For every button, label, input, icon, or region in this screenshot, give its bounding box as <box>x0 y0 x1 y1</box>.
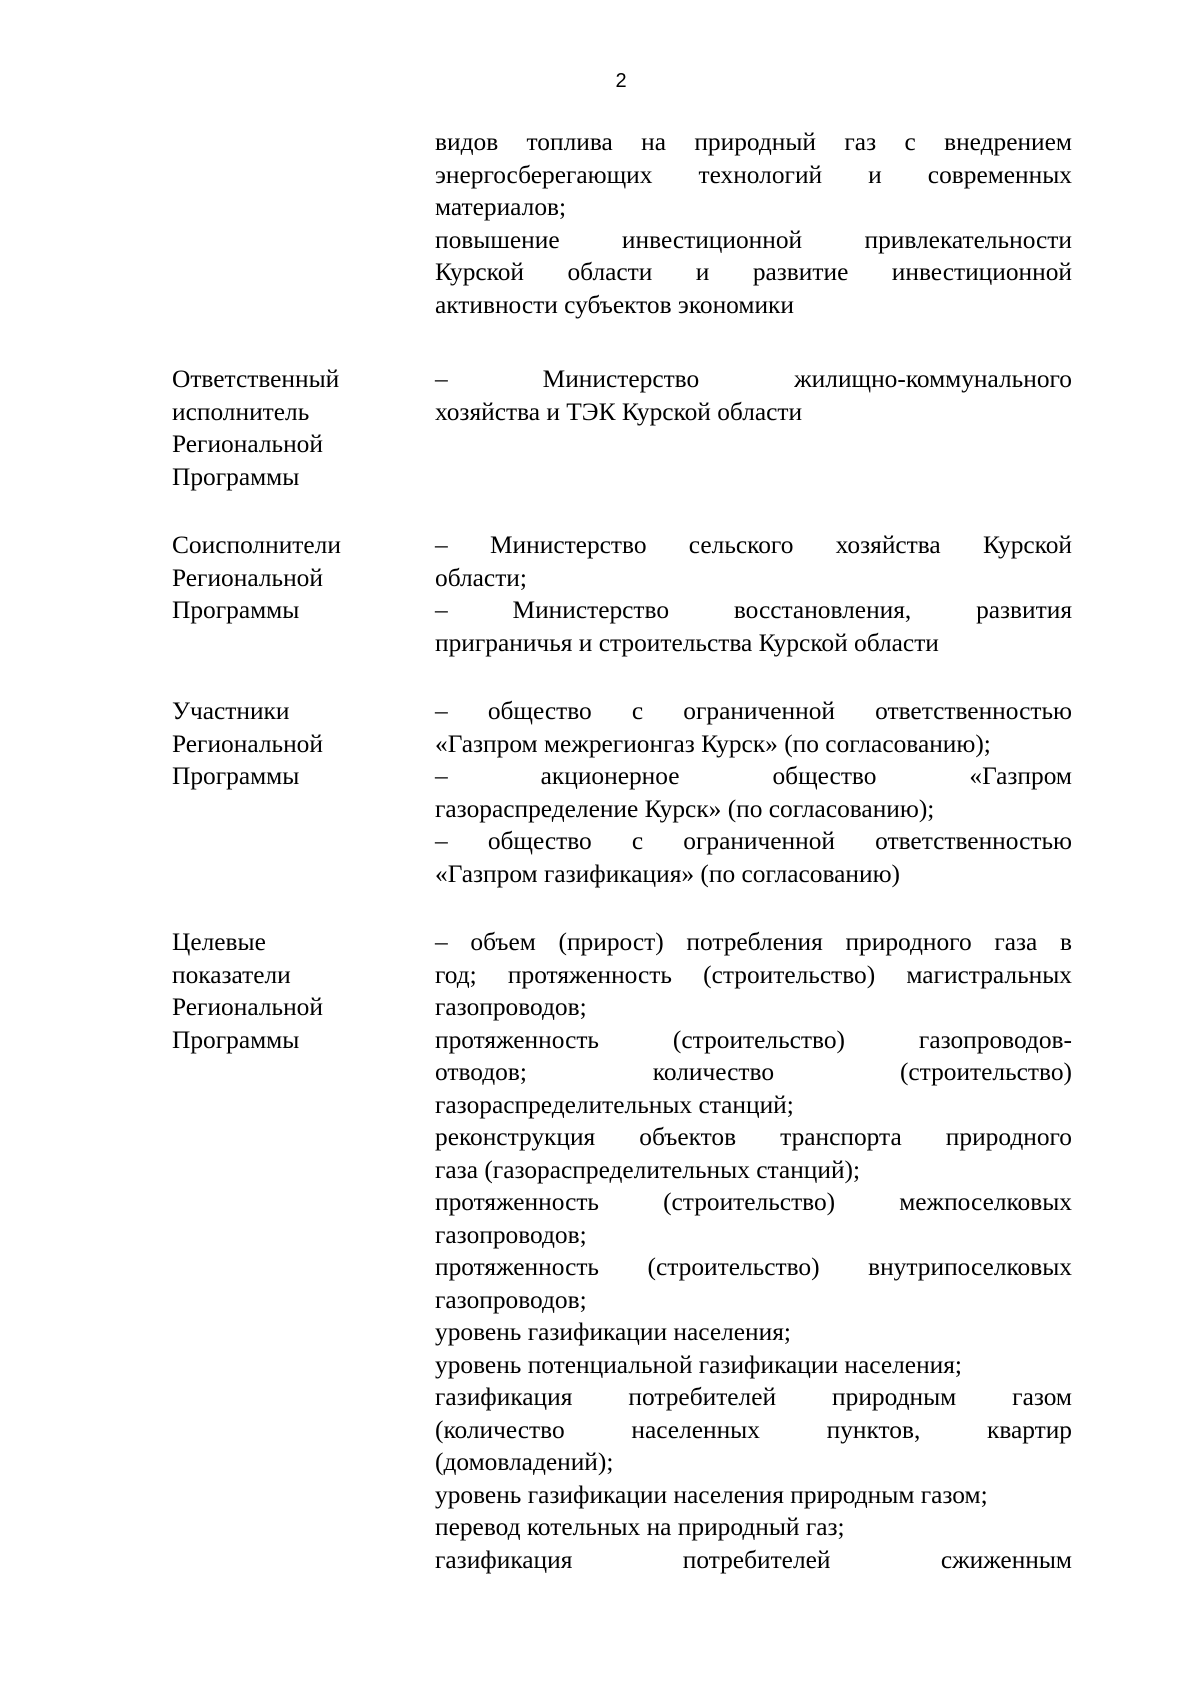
section-value <box>435 926 1072 1576</box>
text-line: (количество населенных пунктов, квартир <box>435 1415 1072 1444</box>
text-line: активности субъектов экономики <box>435 290 794 319</box>
text-line: материалов; <box>435 193 567 221</box>
label-line: Соисполнители <box>172 531 341 559</box>
text-line: перевод котельных на природный газ; <box>435 1513 845 1541</box>
label-line: Региональной <box>172 993 323 1021</box>
label-line: Региональной <box>172 430 323 458</box>
label-line: Участники <box>172 697 290 725</box>
text-line: газораспределительных станций; <box>435 1090 794 1119</box>
label-line: Программы <box>172 462 300 491</box>
text-line: газораспределение Курск» (по согласованию); <box>435 794 935 823</box>
text-line: протяженность (строительство) газопроводов- <box>435 1025 1072 1054</box>
text-line: хозяйства и ТЭК Курской области <box>435 397 803 426</box>
text-line: «Газпром газификация» (по согласованию) <box>435 859 901 888</box>
text-line: области; <box>435 563 527 592</box>
section-co-executors <box>172 529 1072 659</box>
section-value <box>435 363 1072 493</box>
section-participants <box>172 695 1072 890</box>
section-label <box>172 695 435 890</box>
text-line: протяженность (строительство) внутрипоселковых <box>435 1253 1072 1281</box>
text-line: год; протяженность (строительство) магистральных <box>435 960 1072 989</box>
text-line: протяженность (строительство) межпоселковых <box>435 1188 1072 1216</box>
section-label <box>172 363 435 493</box>
text-line: «Газпром межрегионгаз Курск» (по согласованию); <box>435 729 991 758</box>
text-line: уровень газификации населения природным газом; <box>435 1480 988 1509</box>
text-line: Курской области и развитие инвестиционной <box>435 258 1072 286</box>
section-label <box>172 926 435 1576</box>
label-line: Ответственный <box>172 365 340 393</box>
label-line: Программы <box>172 762 300 790</box>
text-line: видов топлива на природный газ с внедрением <box>435 128 1072 156</box>
text-line: газопроводов; <box>435 1285 587 1314</box>
text-line: отводов; количество (строительство) <box>435 1058 1072 1086</box>
text-line: энергосберегающих технологий и современных <box>435 160 1072 189</box>
text-line: – Министерство жилищно-коммунального <box>435 365 1072 393</box>
label-line: показатели <box>172 960 291 989</box>
section-responsible-executor <box>172 363 1072 493</box>
text-line: газопроводов; <box>435 993 587 1021</box>
section-target-indicators <box>172 926 1072 1576</box>
label-line: Региональной <box>172 729 323 758</box>
text-line: уровень газификации населения; <box>435 1318 791 1346</box>
label-line: Программы <box>172 1025 300 1054</box>
text-line: – Министерство сельского хозяйства Курской <box>435 531 1072 559</box>
text-line: приграничья и строительства Курской области <box>435 628 939 657</box>
label-line: Целевые <box>172 928 266 956</box>
label-line: исполнитель <box>172 397 310 426</box>
section-label <box>172 529 435 659</box>
text-line: реконструкция объектов транспорта природного <box>435 1123 1072 1151</box>
text-line: – общество с ограниченной ответственностью <box>435 697 1072 725</box>
text-line: газификация потребителей сжиженным <box>435 1545 1072 1574</box>
text-line: газификация потребителей природным газом <box>435 1383 1072 1411</box>
section-value <box>435 529 1072 659</box>
text-line: – объем (прирост) потребления природного газа в <box>435 928 1072 956</box>
label-line: Программы <box>172 596 300 624</box>
text-line: – общество с ограниченной ответственностью <box>435 827 1072 855</box>
passport-table <box>172 126 1072 1576</box>
text-line: – Министерство восстановления, развития <box>435 596 1072 624</box>
text-line: газопроводов; <box>435 1220 587 1249</box>
text-line: – акционерное общество «Газпром <box>435 762 1072 790</box>
text-line: уровень потенциальной газификации населения; <box>435 1350 962 1379</box>
text-line: (домовладений); <box>435 1448 614 1476</box>
intro-text <box>435 126 1072 321</box>
section-value <box>435 695 1072 890</box>
page-number: 2 <box>615 70 627 92</box>
text-line: газа (газораспределительных станций); <box>435 1155 861 1184</box>
text-line: повышение инвестиционной привлекательности <box>435 225 1072 254</box>
label-line: Региональной <box>172 563 323 592</box>
